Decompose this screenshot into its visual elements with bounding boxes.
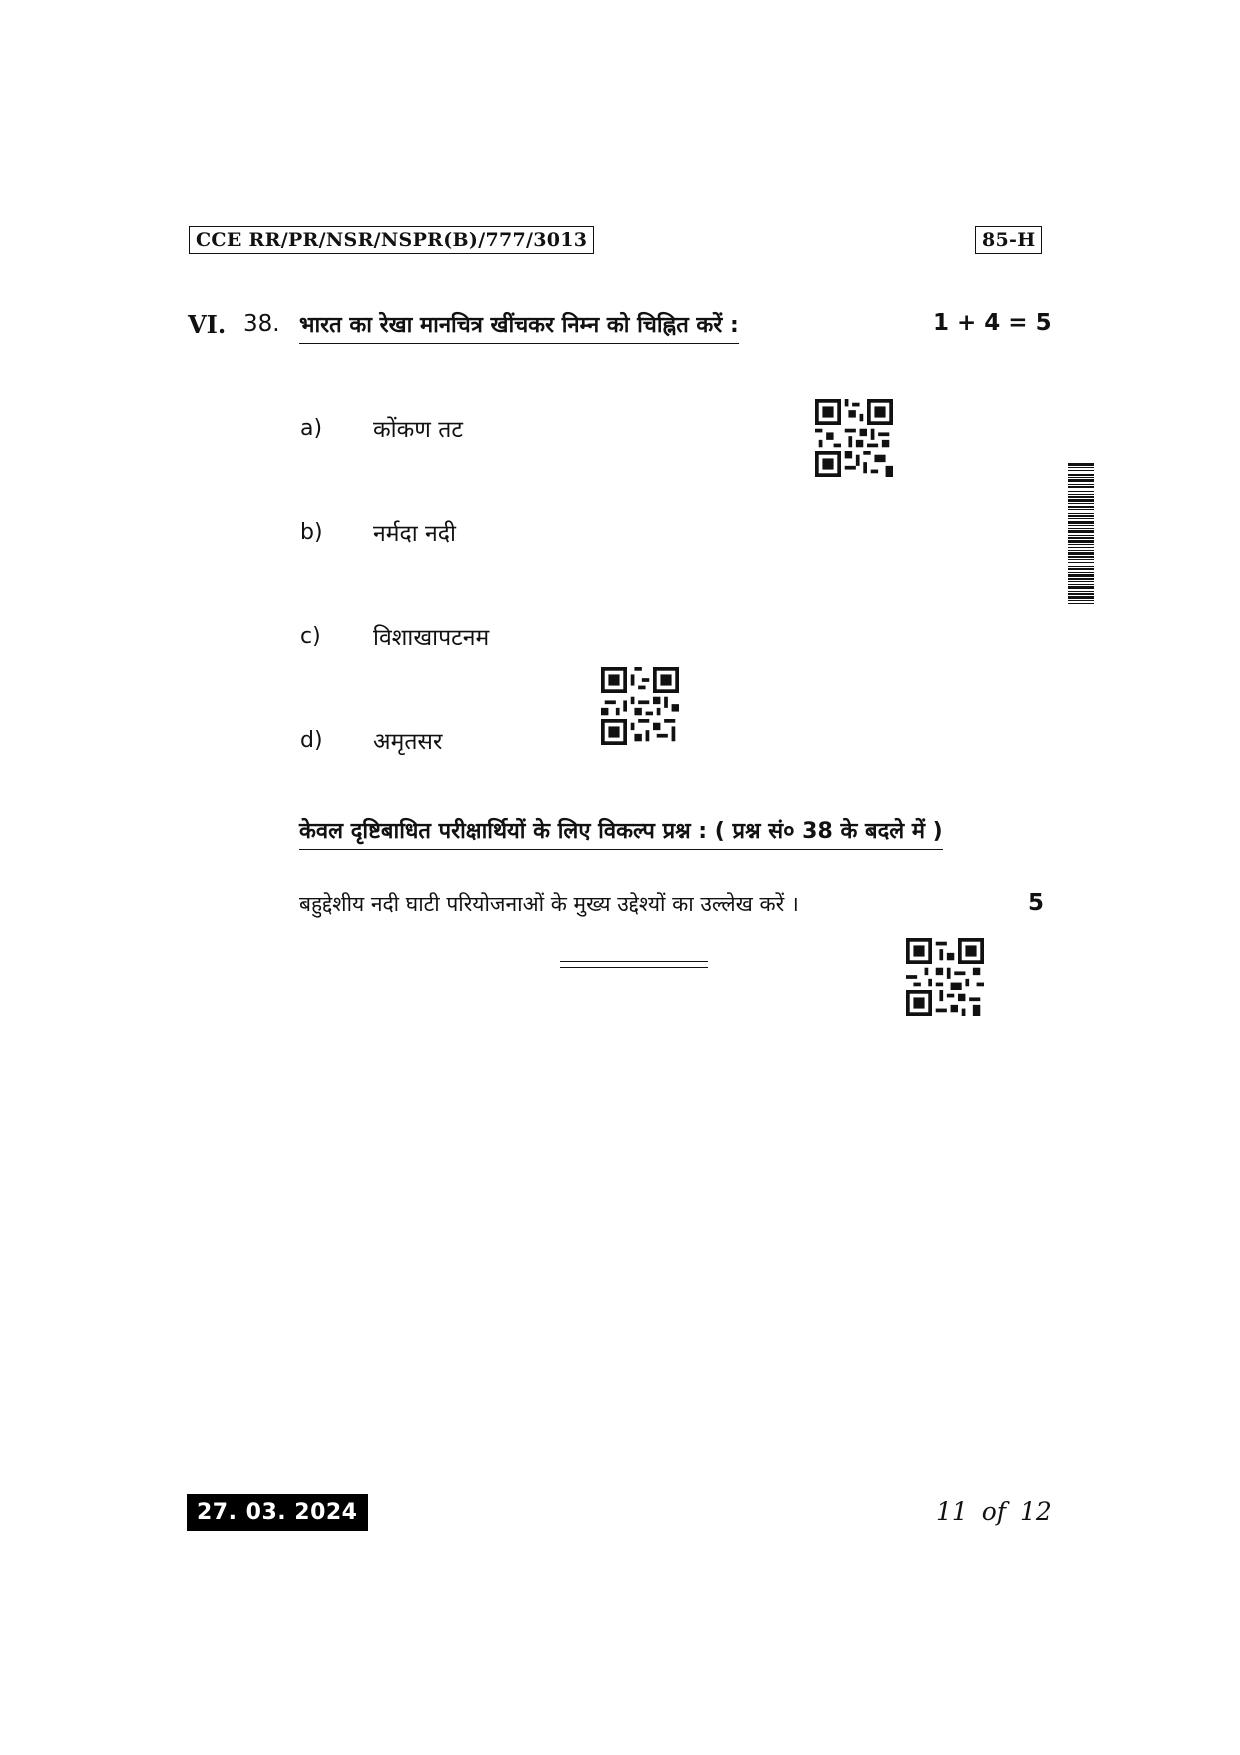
barcode-icon [1068,463,1094,745]
option-text: विशाखापटनम [373,625,490,651]
option-letter: c) [300,624,321,649]
option-letter: b) [300,520,323,545]
question-text: भारत का रेखा मानचित्र खींचकर निम्न को चिह्नित करें : [299,309,739,344]
exam-date: 27. 03. 2024 [187,1494,368,1531]
qr-code-icon [815,399,893,477]
option-text: नर्मदा नदी [373,521,456,547]
page-number: 11 of 12 [936,1497,1052,1526]
alternative-marks: 5 [1028,890,1045,916]
question-marks: 1 + 4 = 5 [933,310,1052,336]
option-text: अमृतसर [373,729,443,755]
exam-code-box [189,226,594,254]
end-rule [560,961,708,968]
qr-code-icon [601,667,679,745]
question-number: 38. [243,311,280,337]
qr-code-icon [906,938,984,1016]
option-letter: d) [300,728,323,753]
exam-code: CCE RR/PR/NSR/NSPR(B)/777/3013 [196,229,588,251]
option-text: कोंकण तट [373,417,463,443]
paper-code-box [975,226,1042,254]
option-letter: a) [300,416,323,441]
alternative-text: बहुद्देशीय नदी घाटी परियोजनाओं के मुख्य उद्देश्यों का उल्लेख करें । [299,892,799,916]
paper-code: 85-H [982,229,1036,251]
section-number: VI. [188,310,227,339]
alternative-heading: केवल दृष्टिबाधित परीक्षार्थियों के लिए विकल्प प्रश्न : ( प्रश्न सं० 38 के बदले में ) [299,815,943,850]
